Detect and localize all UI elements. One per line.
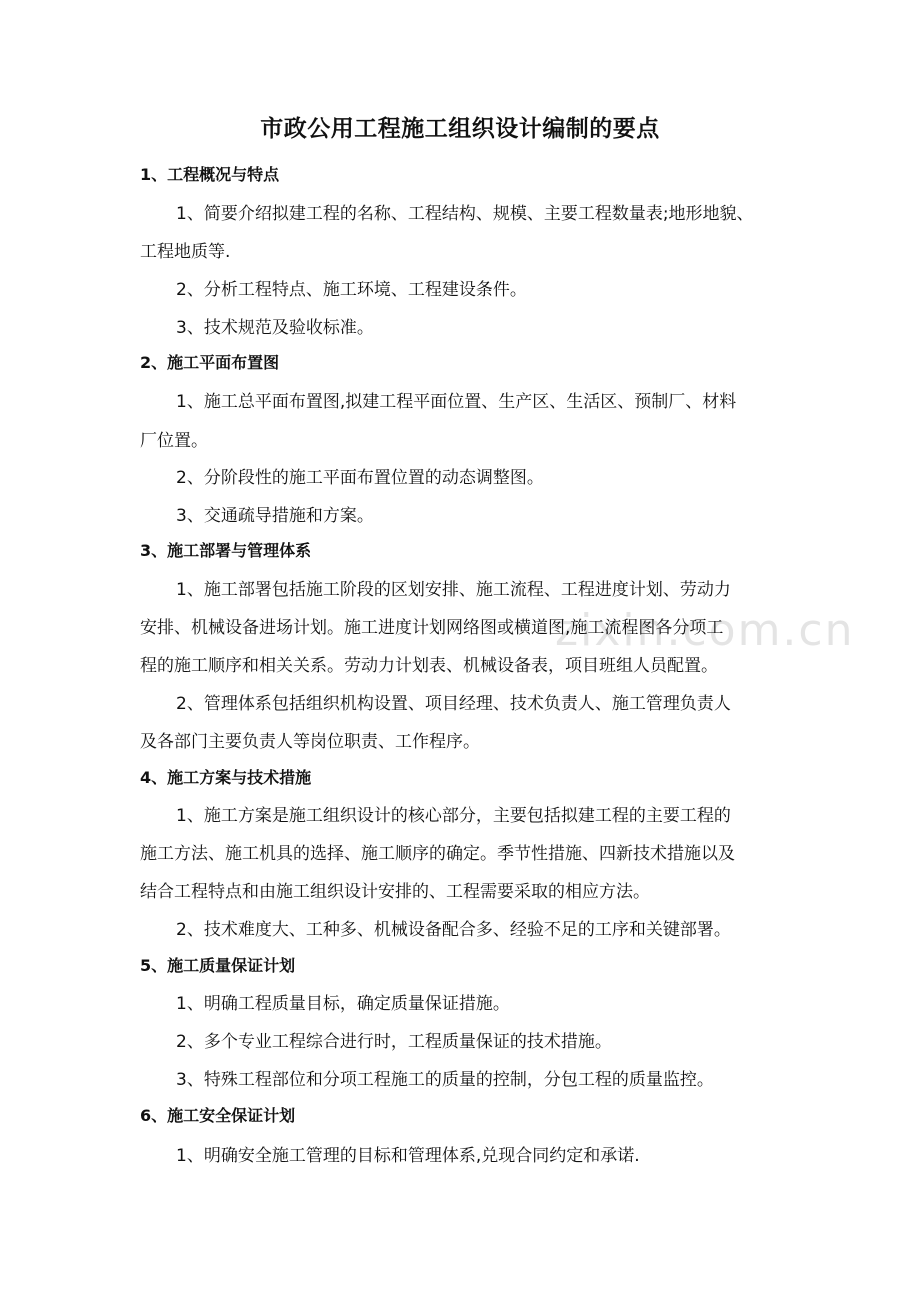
paragraph-line: 2、分析工程特点、施工环境、工程建设条件。 xyxy=(176,280,527,300)
paragraph-line: 1、简要介绍拟建工程的名称、工程结构、规模、主要工程数量表;地形地貌、 xyxy=(176,204,754,224)
paragraph-line: 1、施工总平面布置图,拟建工程平面位置、生产区、生活区、预制厂、材料 xyxy=(176,392,737,412)
paragraph-line: 厂位置。 xyxy=(140,431,208,451)
paragraph-line: 3、特殊工程部位和分项工程施工的质量的控制，分包工程的质量监控。 xyxy=(176,1070,714,1090)
paragraph-line: 2、技术难度大、工种多、机械设备配合多、经验不足的工序和关键部署。 xyxy=(176,920,731,940)
watermark: zixin.com.cn xyxy=(555,605,855,656)
paragraph-line: 1、明确工程质量目标，确定质量保证措施。 xyxy=(176,994,510,1014)
section-heading: 4、施工方案与技术措施 xyxy=(140,768,312,787)
section-heading: 3、施工部署与管理体系 xyxy=(140,541,312,560)
paragraph-line: 1、明确安全施工管理的目标和管理体系,兑现合同约定和承诺. xyxy=(176,1146,640,1166)
paragraph-line: 工程地质等. xyxy=(140,242,231,262)
paragraph-line: 及各部门主要负责人等岗位职责、工作程序。 xyxy=(140,732,480,752)
section-heading: 1、工程概况与特点 xyxy=(140,165,280,184)
paragraph-line: 结合工程特点和由施工组织设计安排的、工程需要采取的相应方法。 xyxy=(140,882,650,902)
paragraph-line: 安排、机械设备进场计划。施工进度计划网络图或横道图,施工流程图各分项工 xyxy=(140,618,724,638)
paragraph-line: 3、技术规范及验收标准。 xyxy=(176,318,374,338)
paragraph-line: 2、多个专业工程综合进行时，工程质量保证的技术措施。 xyxy=(176,1032,612,1052)
section-heading: 6、施工安全保证计划 xyxy=(140,1106,296,1125)
section-heading: 5、施工质量保证计划 xyxy=(140,956,296,975)
document-title: 市政公用工程施工组织设计编制的要点 xyxy=(260,116,660,142)
paragraph-line: 3、交通疏导措施和方案。 xyxy=(176,506,374,526)
paragraph-line: 1、施工方案是施工组织设计的核心部分，主要包括拟建工程的主要工程的 xyxy=(176,806,731,826)
paragraph-line: 2、分阶段性的施工平面布置位置的动态调整图。 xyxy=(176,468,544,488)
paragraph-line: 施工方法、施工机具的选择、施工顺序的确定。季节性措施、四新技术措施以及 xyxy=(140,844,735,864)
section-heading: 2、施工平面布置图 xyxy=(140,353,280,372)
paragraph-line: 2、管理体系包括组织机构设置、项目经理、技术负责人、施工管理负责人 xyxy=(176,694,731,714)
paragraph-line: 程的施工顺序和相关关系。劳动力计划表、机械设备表，项目班组人员配置。 xyxy=(140,656,718,676)
paragraph-line: 1、施工部署包括施工阶段的区划安排、施工流程、工程进度计划、劳动力 xyxy=(176,580,731,600)
